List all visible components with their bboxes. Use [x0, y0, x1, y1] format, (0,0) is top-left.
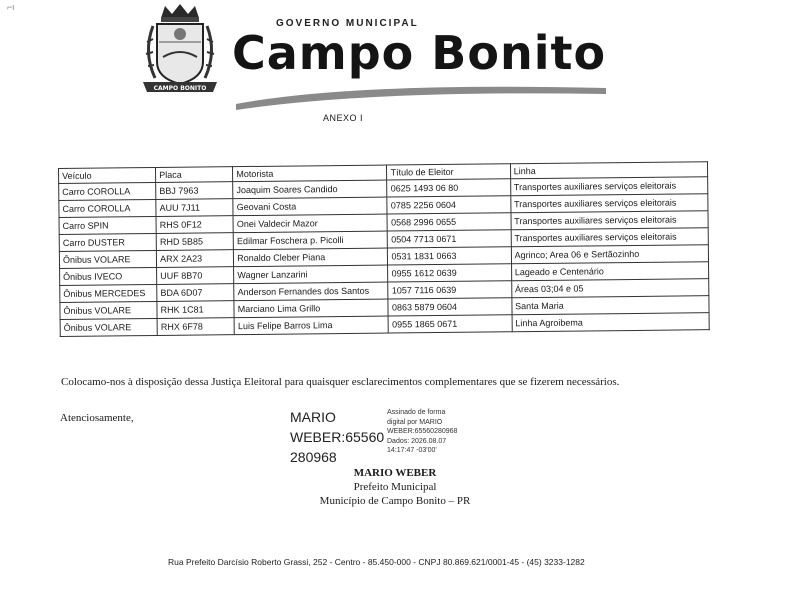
header-plate: Placa: [156, 167, 233, 183]
header-driver: Motorista: [233, 165, 387, 182]
cell-vehicle: Ônibus VOLARE: [60, 318, 157, 336]
cell-driver: Wagner Lanzarini: [234, 265, 388, 284]
signature-name-line: 280968: [290, 449, 337, 465]
cell-plate: ARX 2A23: [157, 250, 234, 268]
cell-driver: Marciano Lima Grillo: [234, 299, 388, 318]
cell-voter-id: 0568 2996 0655: [387, 213, 510, 231]
cell-vehicle: Carro COROLLA: [59, 199, 156, 217]
signer-block: [300, 466, 490, 508]
signature-name-line: WEBER:65560: [290, 429, 385, 445]
cell-plate: AUU 7J11: [156, 199, 233, 217]
signer-role: Prefeito Municipal: [353, 481, 437, 493]
cell-voter-id: 0955 1612 0639: [388, 264, 511, 282]
cell-vehicle: Ônibus VOLARE: [60, 301, 157, 319]
signature-detail-line: Assinado de forma: [387, 409, 446, 416]
cell-route: Lageado e Centenário: [511, 262, 708, 281]
cell-voter-id: 0531 1831 0663: [388, 247, 511, 265]
cell-plate: RHK 1C81: [157, 301, 234, 319]
cell-driver: Joaquim Soares Candido: [233, 180, 387, 199]
cell-driver: Edilmar Foschera p. Picolli: [233, 231, 387, 250]
cell-driver: Onei Valdecir Mazor: [233, 214, 387, 233]
cell-plate: RHX 6F78: [157, 318, 234, 336]
cell-plate: RHS 0F12: [156, 216, 233, 234]
cell-route: Transportes auxiliares serviços eleitorais: [511, 228, 708, 247]
city-name-title: Campo Bonito: [232, 26, 607, 80]
cell-voter-id: 0785 2256 0604: [387, 196, 510, 214]
cell-voter-id: 0504 7713 0671: [388, 230, 511, 248]
cell-voter-id: 0863 5879 0604: [388, 298, 511, 316]
regards-text: Atenciosamente,: [60, 412, 134, 424]
cell-driver: Geovani Costa: [233, 197, 387, 216]
cell-driver: Luis Felipe Barros Lima: [234, 316, 388, 335]
cell-plate: BBJ 7963: [156, 182, 233, 200]
signature-detail-line: Dados: 2026.08.07: [387, 437, 447, 445]
footer-address: Rua Prefeito Darcísio Roberto Grassi, 252 - Centro - 85.450-000 - CNPJ 80.869.621/0001-45 - (45) 3233-1282: [168, 557, 585, 567]
cell-route: Santa Maria: [512, 296, 709, 315]
cell-route: Transportes auxiliares serviços eleitorais: [510, 177, 707, 196]
cell-voter-id: 1057 7116 0639: [388, 281, 511, 299]
signature-detail-line: WEBER:65560280968: [387, 428, 458, 435]
letterhead: [232, 14, 612, 104]
annex-title: ANEXO I: [323, 113, 364, 123]
signature-detail-line: digital por MARIO: [387, 418, 443, 426]
cell-voter-id: 0625 1493 06 80: [387, 179, 510, 197]
cell-vehicle: Carro COROLLA: [59, 182, 156, 200]
cell-vehicle: Carro SPIN: [59, 216, 156, 234]
cell-plate: UUF 8B70: [157, 267, 234, 285]
cell-driver: Anderson Fernandes dos Santos: [234, 282, 388, 301]
cell-route: Agrinco; Area 06 e Sertãozinho: [511, 245, 708, 264]
cell-route: Transportes auxiliares serviços eleitorais: [510, 194, 707, 213]
header-route: Linha: [510, 162, 707, 179]
header-voter-id: Título de Eleitor: [387, 164, 510, 180]
cell-route: Áreas 03;04 e 05: [511, 279, 708, 298]
digital-signature-details: [387, 408, 487, 456]
scan-mark: ⌐ι: [7, 2, 15, 12]
signer-org: Município de Campo Bonito – PR: [319, 495, 471, 507]
cell-voter-id: 0955 1865 0671: [389, 315, 512, 333]
digital-signature-name: [290, 407, 390, 467]
cell-plate: BDA 6D07: [157, 284, 234, 302]
signature-name-line: MARIO: [290, 409, 336, 425]
cell-vehicle: Carro DUSTER: [59, 233, 156, 251]
header-vehicle: Veículo: [59, 167, 156, 183]
cell-plate: RHD 5B85: [156, 233, 233, 251]
cell-route: Transportes auxiliares serviços eleitorais: [511, 211, 708, 230]
signer-name: MARIO WEBER: [353, 467, 437, 479]
header-swoosh-icon: [232, 76, 612, 112]
cell-driver: Ronaldo Cleber Piana: [234, 248, 388, 267]
cell-vehicle: Ônibus MERCEDES: [60, 284, 157, 302]
crest-ribbon-text: CAMPO BONITO: [153, 85, 207, 92]
signature-detail-line: 14:17:47 -03'00': [387, 447, 437, 454]
cell-route: Linha Agroibema: [512, 313, 709, 332]
cell-vehicle: Ônibus VOLARE: [59, 250, 156, 268]
closing-paragraph: Colocamo-nos à disposição dessa Justiça Eleitoral para quaisquer esclarecimentos complementares que se fizerem necessários.: [61, 376, 620, 388]
municipal-crest-icon: [137, 2, 223, 98]
government-label: GOVERNO MUNICIPAL: [276, 18, 419, 29]
vehicle-table: [58, 161, 710, 337]
cell-vehicle: Ônibus IVECO: [60, 267, 157, 285]
